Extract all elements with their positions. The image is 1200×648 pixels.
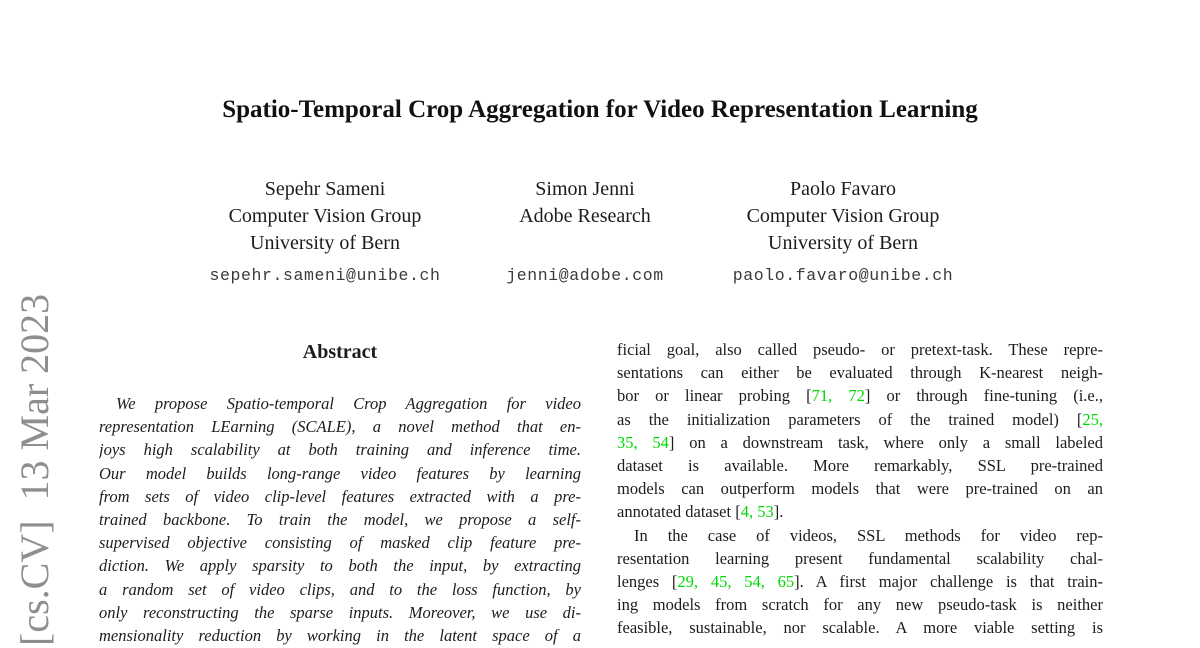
text-line	[617, 454, 1103, 477]
paper-title: Spatio-Temporal Crop Aggregation for Video Representation Learning	[222, 96, 978, 123]
text-line	[99, 485, 581, 508]
text-line	[617, 408, 1103, 431]
author-affiliation: Adobe Research	[519, 205, 651, 227]
author-name: Paolo Favaro	[789, 178, 897, 200]
citation-link[interactable]: 71, 72	[811, 386, 865, 406]
citation-link[interactable]: 35, 54	[617, 432, 669, 452]
text-segment: resentation learning present fundamental scalability chal-	[617, 548, 1103, 568]
arxiv-stamp: [cs.CV] 13 Mar 2023	[12, 293, 57, 646]
abstract-text	[99, 392, 581, 647]
abstract-column	[99, 340, 581, 647]
text-line	[99, 462, 581, 485]
author-email: jenni@adobe.com	[506, 266, 664, 285]
author-affiliation: University of Bern	[250, 232, 400, 254]
text-segment: models can outperform models that were pre-trained on an	[617, 479, 1103, 499]
text-line	[617, 524, 1103, 547]
text-line	[617, 500, 1103, 523]
text-line	[99, 392, 581, 415]
text-line	[617, 338, 1103, 361]
abstract-heading: Abstract	[302, 341, 378, 363]
text-line	[99, 531, 581, 554]
text-segment: ].	[773, 502, 784, 522]
author-name: Simon Jenni	[535, 178, 635, 200]
text-line	[99, 554, 581, 577]
introduction-column	[617, 338, 1103, 639]
text-segment: trained backbone. To train the model, we propose a self-	[99, 509, 581, 529]
text-segment: as the initialization parameters of the trained model) [	[617, 409, 1083, 429]
text-segment: In the case of videos, SSL methods for video rep-	[634, 525, 1103, 545]
text-segment: only reconstructing the sparse inputs. Moreover, we use di-	[99, 602, 581, 622]
text-segment: representation LEarning (SCALE), a novel method that en-	[99, 417, 581, 437]
text-line	[99, 508, 581, 531]
text-line	[617, 431, 1103, 454]
text-segment: sentations can either be evaluated through K-nearest neigh-	[617, 363, 1103, 383]
text-line	[617, 616, 1103, 639]
author-email: paolo.favaro@unibe.ch	[732, 266, 954, 285]
text-segment: from sets of video clip-level features extracted with a pre-	[99, 486, 581, 506]
text-segment: Our model builds long-range video features by learning	[99, 463, 581, 483]
citation-link[interactable]: 25,	[1082, 409, 1103, 429]
text-segment: bor or linear probing [	[617, 386, 812, 406]
text-segment: diction. We apply sparsity to both the input, by extracting	[99, 556, 581, 576]
author-column	[683, 176, 1003, 289]
text-line	[99, 438, 581, 461]
text-segment: mensionality reduction by working in the latent space of a	[99, 625, 581, 645]
text-line	[99, 578, 581, 601]
text-line	[617, 384, 1103, 407]
author-name: Sepehr Sameni	[264, 178, 386, 200]
text-segment: We propose Spatio-temporal Crop Aggregation for video	[116, 394, 581, 413]
text-line	[99, 415, 581, 438]
text-segment: ing models from scratch for any new pseudo-task is neither	[617, 595, 1103, 615]
text-line	[617, 477, 1103, 500]
text-line	[617, 593, 1103, 616]
text-line	[99, 601, 581, 624]
citation-link[interactable]: 29, 45, 54, 65	[677, 571, 795, 591]
author-affiliation: Computer Vision Group	[228, 205, 422, 227]
text-line	[617, 547, 1103, 570]
text-segment: annotated dataset [	[617, 502, 741, 522]
text-line	[99, 624, 581, 647]
text-segment: ] on a downstream task, where only a small labeled	[668, 432, 1103, 452]
text-segment: joys high scalability at both training and inference time.	[99, 440, 581, 460]
text-segment: a random set of video clips, and to the loss function, by	[99, 579, 581, 599]
author-affiliation: University of Bern	[768, 232, 918, 254]
author-affiliation: Computer Vision Group	[746, 205, 940, 227]
text-segment: ficial goal, also called pseudo- or pretext-task. These repre-	[617, 340, 1103, 359]
citation-link[interactable]: 4, 53	[740, 502, 774, 522]
text-segment: supervised objective consisting of masked clip feature pre-	[99, 533, 581, 553]
author-email: sepehr.sameni@unibe.ch	[209, 266, 441, 285]
text-line	[617, 570, 1103, 593]
text-segment: lenges [	[617, 571, 678, 591]
text-line	[617, 361, 1103, 384]
text-segment: feasible, sustainable, nor scalable. A more viable setting is	[617, 618, 1103, 638]
text-segment: ]. A first major challenge is that train-	[794, 571, 1103, 591]
text-segment: dataset is available. More remarkably, SSL pre-trained	[617, 455, 1103, 475]
text-segment: ] or through fine-tuning (i.e.,	[864, 386, 1103, 406]
